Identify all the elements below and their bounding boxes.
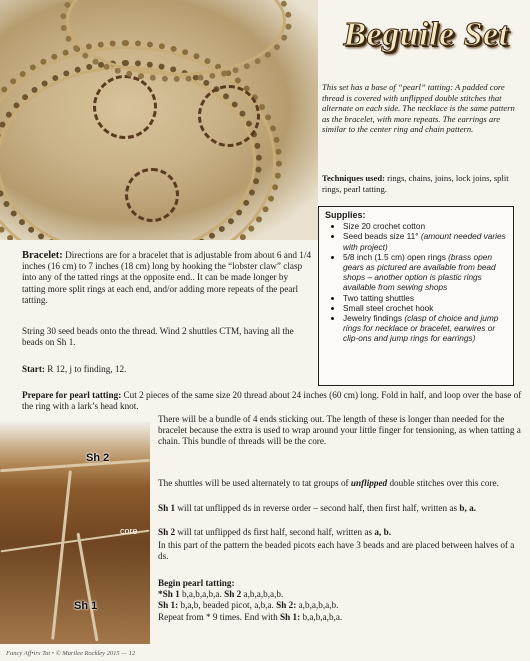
start-label: Start: (22, 364, 45, 374)
prepare-paragraph-cont: There will be a bundle of 4 ends sticking out. The length of these is longer than needed for the bracelet because the extra is used to wrap around your little finger for tensioning, as when tatting a chain. This bundle of threads will be the core. (158, 414, 521, 447)
supply-item: • Seed beads size 11° (amount needed varies with project) (343, 231, 507, 251)
prepare-paragraph: Prepare for pearl tatting: Cut 2 pieces of the same size 20 thread about 24 inches (60 cm) long. Fold in half, and loop over the base of the ring with a lark’s head knot. (22, 390, 522, 412)
pattern-line-1: *Sh 1 b,a,b,a,b,a. Sh 2 a,b,a,b,a,b. (158, 589, 284, 600)
sh2-label: Sh 2 (86, 452, 110, 464)
sh1-paragraph: Sh 1 will tat unflipped ds in reverse order – second half, then first half, written as b, a. (158, 503, 476, 513)
core-label: core (120, 526, 138, 536)
techniques-paragraph (322, 173, 522, 194)
supplies-box (318, 206, 514, 386)
intro-paragraph: This set has a base of “pearl” tatting: A padded core thread is covered with unflipped double stitches that alternate on each side. The necklace is the same pattern as the bracelet, with more repeats. The earrings are similar to the center ring and chain pattern. (322, 82, 515, 135)
string-paragraph: String 30 seed beads onto the thread. Wind 2 shuttles CTM, having all the beads on Sh 1. (22, 326, 294, 348)
supplies-list (325, 221, 507, 343)
prepare-label: Prepare for pearl tatting: (22, 390, 122, 400)
supply-item: • Small steel crochet hook (343, 303, 507, 313)
supply-item: • Size 20 crochet cotton (343, 221, 507, 231)
shuttles-paragraph: The shuttles will be used alternately to tat groups of unflipped double stitches over this core. (158, 478, 499, 488)
techniques-label: Techniques used: (322, 173, 385, 183)
techniques-text: rings, chains, joins, lock joins, split rings, pearl tatting. (322, 173, 509, 194)
sh1-label: Sh 1 (74, 600, 98, 612)
pattern-line-2: Sh 1: b,a,b, beaded picot, a,b,a. Sh 2: a,b,a,b,a,b. (158, 600, 339, 611)
supply-item: • Two tatting shuttles (343, 293, 507, 303)
tatting-photo (0, 422, 150, 644)
begin-section (158, 578, 523, 623)
pattern-line-3: Repeat from * 9 times. End with Sh 1: b,a,b,a,b,a. (158, 611, 343, 622)
jewelry-photo (0, 0, 318, 240)
supply-item: • 5/8 inch (1.5 cm) open rings (brass open gears as pictured are available from bead shops – another option is plastic rings available from sewing shops (343, 252, 507, 293)
sh2-paragraph: Sh 2 will tat unflipped ds first half, second half, written as a, b. (158, 527, 392, 537)
supplies-heading: Supplies: (325, 210, 366, 220)
page-title: Beguile Set (343, 16, 509, 53)
bracelet-paragraph: Bracelet: Directions are for a bracelet that is adjustable from about 6 and 1/4 inches (16 cm) to 7 inches (18 cm) long by hooking the “lobster claw” clasp into any of the tatted rings at the opposite end.. It can be made longer by tatting more split rings at each end, and/or adding more repeats of the pearl tatting. (22, 250, 312, 305)
begin-heading: Begin pearl tatting: (158, 578, 235, 588)
picots-paragraph: In this part of the pattern the beaded picots each have 3 beads and are placed between halves of a ds. (158, 540, 515, 562)
page-footer: Fancy Aff•irs Tat • © Marilee Rockley 2015 — 12 (6, 650, 136, 657)
start-paragraph: Start: R 12, j to finding, 12. (22, 364, 127, 374)
bracelet-label: Bracelet: (22, 250, 63, 261)
supply-item: • Jewelry findings (clasp of choice and jump rings for necklace or bracelet, earwires or clip-ons and jump rings for earrings) (343, 313, 507, 344)
